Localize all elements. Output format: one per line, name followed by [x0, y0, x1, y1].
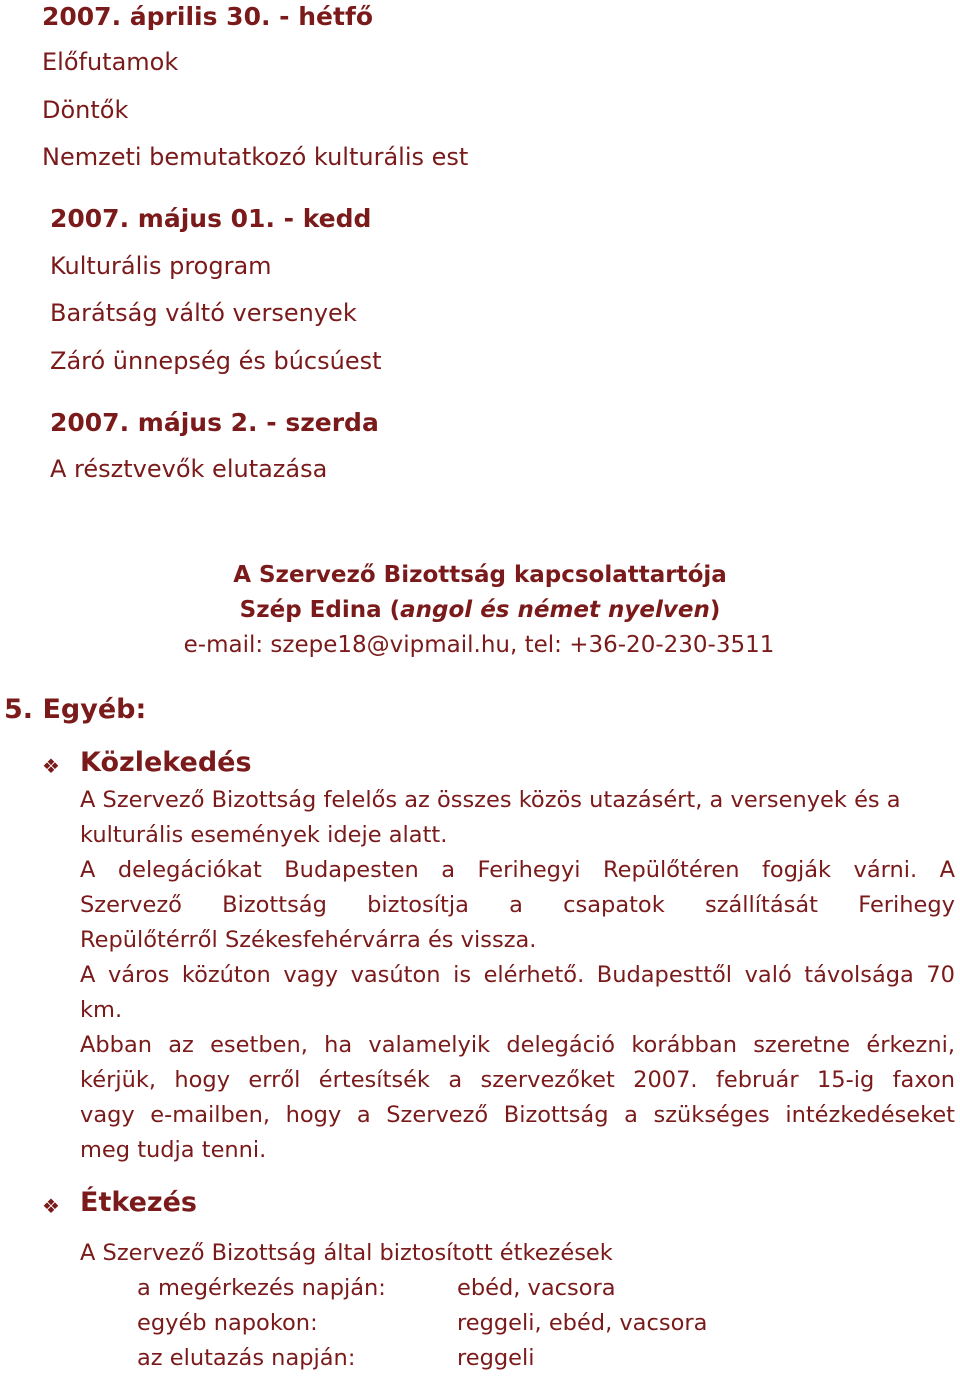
transport-heading: Közlekedés: [80, 747, 252, 778]
transport-line: Szervező Bizottság biztosítja a csapatok szállítását Ferihegy: [80, 892, 955, 918]
meals-intro: A Szervező Bizottság által biztosított étkezések: [80, 1240, 613, 1266]
schedule-item: Barátság váltó versenyek: [50, 299, 357, 327]
schedule-date: 2007. május 2. - szerda: [50, 408, 379, 437]
transport-line: A Szervező Bizottság felelős az összes közös utazásért, a versenyek és a: [80, 787, 901, 813]
schedule-item: Előfutamok: [42, 48, 179, 76]
contact-email-phone: e-mail: szepe18@vipmail.hu, tel: +36-20-230-3511: [183, 632, 775, 658]
contact-title: A Szervező Bizottság kapcsolattartója: [233, 562, 727, 588]
diamond-bullet-icon: ❖: [42, 1194, 60, 1218]
transport-line: A delegációkat Budapesten a Ferihegyi Repülőtéren fogják várni. A: [80, 857, 955, 883]
schedule-date: 2007. május 01. - kedd: [50, 204, 372, 233]
meals-heading: Étkezés: [80, 1187, 197, 1218]
meal-day-label: egyéb napokon:: [137, 1310, 318, 1336]
contact-language: angol és német nyelven: [400, 597, 710, 623]
contact-name-line: [0, 597, 960, 623]
transport-line: Repülőtérről Székesfehérvárra és vissza.: [80, 927, 537, 953]
contact-name-close: ): [709, 597, 721, 623]
contact-name: Szép Edina (: [239, 597, 401, 623]
transport-line: kulturális események ideje alatt.: [80, 822, 448, 848]
meal-value: reggeli, ebéd, vacsora: [457, 1310, 708, 1336]
schedule-item: Kulturális program: [50, 252, 272, 280]
section-title: 5. Egyéb:: [4, 694, 147, 725]
transport-line: Abban az esetben, ha valamelyik delegáció korábban szeretne érkezni,: [80, 1032, 955, 1058]
diamond-bullet-icon: ❖: [42, 754, 60, 778]
schedule-item: A résztvevők elutazása: [50, 455, 328, 483]
schedule-item: Döntők: [42, 96, 129, 124]
meal-value: reggeli: [457, 1345, 535, 1371]
schedule-item: Nemzeti bemutatkozó kulturális est: [42, 143, 469, 171]
meal-day-label: az elutazás napján:: [137, 1345, 356, 1371]
transport-line: kérjük, hogy erről értesítsék a szervezőket 2007. február 15-ig faxon: [80, 1067, 955, 1093]
meal-day-label: a megérkezés napján:: [137, 1275, 386, 1301]
transport-line: A város közúton vagy vasúton is elérhető. Budapesttől való távolsága 70: [80, 962, 955, 988]
transport-line: vagy e-mailben, hogy a Szervező Bizottság a szükséges intézkedéseket: [80, 1102, 955, 1128]
transport-line: km.: [80, 997, 123, 1023]
meal-value: ebéd, vacsora: [457, 1275, 616, 1301]
schedule-date: 2007. április 30. - hétfő: [42, 2, 373, 31]
transport-line: meg tudja tenni.: [80, 1137, 267, 1163]
schedule-item: Záró ünnepség és búcsúest: [50, 347, 382, 375]
